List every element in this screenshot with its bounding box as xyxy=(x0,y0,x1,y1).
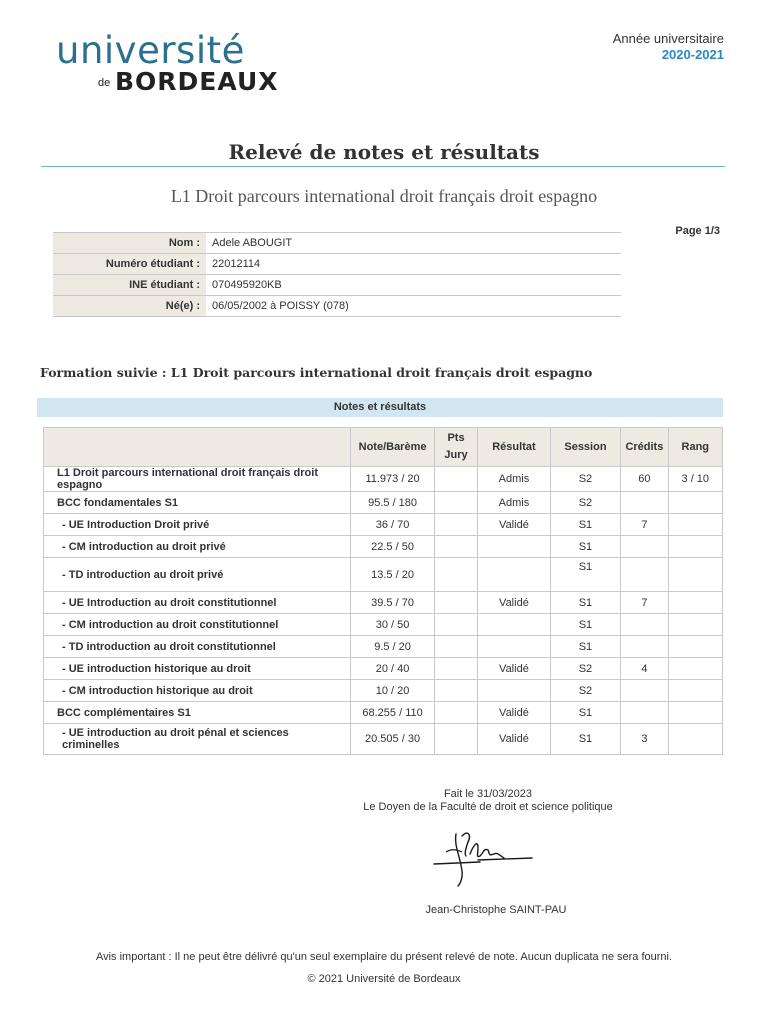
row-credits xyxy=(621,680,668,702)
logo-de: de xyxy=(98,77,111,89)
row-jury xyxy=(434,592,477,614)
row-resultat: Validé xyxy=(478,702,551,724)
row-jury xyxy=(434,492,477,514)
row-note: 36 / 70 xyxy=(351,514,435,536)
dean-title: Le Doyen de la Faculté de droit et science politique xyxy=(363,801,613,813)
row-credits: 7 xyxy=(621,514,668,536)
row-resultat xyxy=(478,614,551,636)
table-row xyxy=(44,724,723,755)
row-note: 30 / 50 xyxy=(351,614,435,636)
signature-image xyxy=(432,826,537,888)
student-info-row xyxy=(53,254,621,275)
row-session: S1 xyxy=(550,614,621,636)
row-label: BCC complémentaires S1 xyxy=(44,702,351,724)
issue-date: Fait le 31/03/2023 xyxy=(443,788,533,800)
header-pts: Pts xyxy=(447,432,465,444)
row-session: S1 xyxy=(550,558,621,592)
row-session: S1 xyxy=(550,636,621,658)
row-credits xyxy=(621,536,668,558)
row-label: - UE Introduction Droit privé xyxy=(44,514,351,536)
row-note: 95.5 / 180 xyxy=(351,492,435,514)
row-note: 22.5 / 50 xyxy=(351,536,435,558)
row-resultat: Validé xyxy=(478,514,551,536)
row-label: - UE Introduction au droit constitutionnel xyxy=(44,592,351,614)
table-row xyxy=(44,558,723,592)
table-row xyxy=(44,467,723,492)
header-note: Note/Barème xyxy=(351,428,435,467)
academic-year-label: Année universitaire xyxy=(612,31,724,46)
row-credits xyxy=(621,702,668,724)
page-number: Page 1/3 xyxy=(675,225,720,237)
info-key: INE étudiant : xyxy=(53,275,206,296)
row-resultat xyxy=(478,536,551,558)
row-session: S1 xyxy=(550,536,621,558)
row-credits xyxy=(621,558,668,592)
row-note: 9.5 / 20 xyxy=(351,636,435,658)
header-jury: Jury xyxy=(444,449,468,461)
row-resultat: Validé xyxy=(478,592,551,614)
table-row xyxy=(44,636,723,658)
row-credits xyxy=(621,636,668,658)
row-rang xyxy=(668,680,722,702)
info-value: 070495920KB xyxy=(206,275,621,296)
header-credits: Crédits xyxy=(621,428,668,467)
row-jury xyxy=(434,724,477,755)
row-rang xyxy=(668,702,722,724)
row-resultat: Validé xyxy=(478,724,551,755)
row-rang xyxy=(668,492,722,514)
row-label: - TD introduction au droit constitutionnel xyxy=(44,636,351,658)
row-jury xyxy=(434,514,477,536)
table-row xyxy=(44,536,723,558)
row-jury xyxy=(434,702,477,724)
info-value: Adele ABOUGIT xyxy=(206,233,621,254)
header-resultat: Résultat xyxy=(478,428,551,467)
info-value: 22012114 xyxy=(206,254,621,275)
row-session: S1 xyxy=(550,724,621,755)
results-band: Notes et résultats xyxy=(37,398,723,417)
formation-heading: Formation suivie : L1 Droit parcours international droit français droit espagno xyxy=(40,365,593,380)
row-note: 39.5 / 70 xyxy=(351,592,435,614)
student-info-row xyxy=(53,296,621,317)
table-row xyxy=(44,492,723,514)
table-row xyxy=(44,658,723,680)
row-note: 10 / 20 xyxy=(351,680,435,702)
row-rang xyxy=(668,592,722,614)
row-jury xyxy=(434,636,477,658)
info-key: Numéro étudiant : xyxy=(53,254,206,275)
row-rang xyxy=(668,514,722,536)
row-credits: 3 xyxy=(621,724,668,755)
title-divider xyxy=(41,166,725,167)
student-info-row xyxy=(53,233,621,254)
row-jury xyxy=(434,680,477,702)
row-label: - UE introduction historique au droit xyxy=(44,658,351,680)
row-jury xyxy=(434,536,477,558)
row-credits: 4 xyxy=(621,658,668,680)
signer-name: Jean-Christophe SAINT-PAU xyxy=(425,904,567,916)
info-value: 06/05/2002 à POISSY (078) xyxy=(206,296,621,317)
row-session: S1 xyxy=(550,702,621,724)
row-rang xyxy=(668,614,722,636)
logo-universite: université xyxy=(56,29,245,72)
info-key: Nom : xyxy=(53,233,206,254)
row-resultat xyxy=(478,680,551,702)
row-rang xyxy=(668,536,722,558)
row-session: S2 xyxy=(550,680,621,702)
row-resultat: Validé xyxy=(478,658,551,680)
row-rang xyxy=(668,636,722,658)
row-jury xyxy=(434,558,477,592)
row-resultat xyxy=(478,558,551,592)
grades-table xyxy=(43,427,723,755)
table-row xyxy=(44,702,723,724)
row-note: 11.973 / 20 xyxy=(351,467,435,492)
row-credits: 7 xyxy=(621,592,668,614)
student-info-row xyxy=(53,275,621,296)
document-title: Relevé de notes et résultats xyxy=(228,140,540,164)
row-label: L1 Droit parcours international droit français droit espagno xyxy=(44,467,351,492)
important-notice: Avis important : Il ne peut être délivré qu'un seul exemplaire du présent relevé de note. Aucun duplicata ne sera fourni. xyxy=(95,951,673,963)
row-session: S1 xyxy=(550,514,621,536)
row-jury xyxy=(434,467,477,492)
info-key: Né(e) : xyxy=(53,296,206,317)
row-rang xyxy=(668,658,722,680)
row-jury xyxy=(434,614,477,636)
row-session: S2 xyxy=(550,658,621,680)
row-session: S2 xyxy=(550,467,621,492)
header-rang: Rang xyxy=(668,428,722,467)
table-row xyxy=(44,514,723,536)
student-info-table xyxy=(53,232,621,317)
row-label: - CM introduction au droit constitutionnel xyxy=(44,614,351,636)
row-note: 20.505 / 30 xyxy=(351,724,435,755)
row-label: - TD introduction au droit privé xyxy=(44,558,351,592)
row-rang xyxy=(668,558,722,592)
row-credits: 60 xyxy=(621,467,668,492)
row-credits xyxy=(621,492,668,514)
row-note: 68.255 / 110 xyxy=(351,702,435,724)
table-row xyxy=(44,592,723,614)
header-pts-jury xyxy=(434,428,477,467)
table-row xyxy=(44,680,723,702)
row-session: S2 xyxy=(550,492,621,514)
row-resultat xyxy=(478,636,551,658)
header-label xyxy=(44,428,351,467)
copyright: © 2021 Université de Bordeaux xyxy=(307,973,461,985)
row-resultat: Admis xyxy=(478,467,551,492)
academic-year-value: 2020-2021 xyxy=(661,47,724,62)
row-label: - UE introduction au droit pénal et sciences criminelles xyxy=(44,724,351,755)
row-label: - CM introduction au droit privé xyxy=(44,536,351,558)
row-credits xyxy=(621,614,668,636)
row-note: 13.5 / 20 xyxy=(351,558,435,592)
row-label: BCC fondamentales S1 xyxy=(44,492,351,514)
row-rang: 3 / 10 xyxy=(668,467,722,492)
row-session: S1 xyxy=(550,592,621,614)
logo-bordeaux: BORDEAUX xyxy=(115,67,279,96)
header-session: Session xyxy=(550,428,621,467)
program-subtitle: L1 Droit parcours international droit français droit espagno xyxy=(170,186,598,206)
row-jury xyxy=(434,658,477,680)
row-resultat: Admis xyxy=(478,492,551,514)
row-note: 20 / 40 xyxy=(351,658,435,680)
row-rang xyxy=(668,724,722,755)
grades-header-row xyxy=(44,428,723,467)
table-row xyxy=(44,614,723,636)
row-label: - CM introduction historique au droit xyxy=(44,680,351,702)
